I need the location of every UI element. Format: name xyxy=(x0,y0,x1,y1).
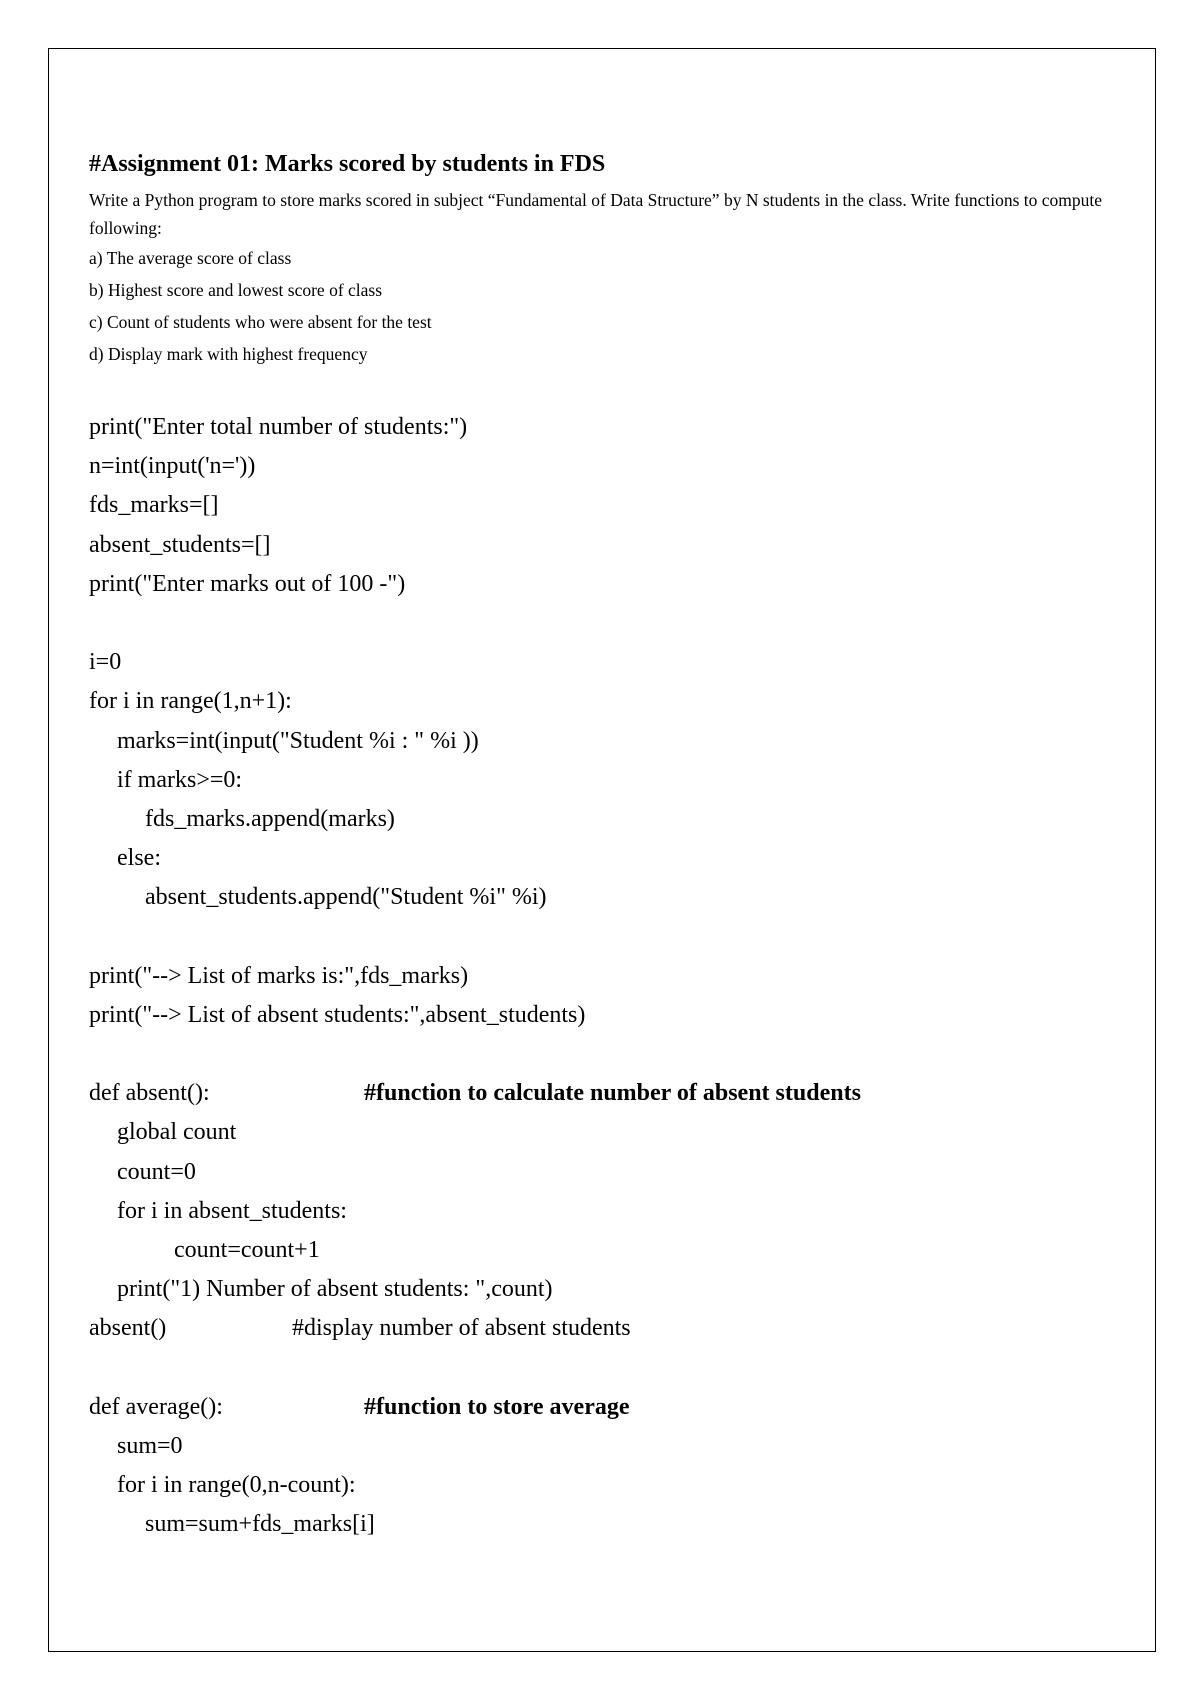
code-text: print("--> List of absent students:",absent_students) xyxy=(89,1001,586,1028)
code-text: fds_marks=[] xyxy=(89,492,219,519)
code-line xyxy=(89,722,1129,761)
code-text: count=0 xyxy=(117,1158,196,1185)
code-text: print("--> List of marks is:",fds_marks) xyxy=(89,962,469,989)
code-line xyxy=(89,565,1129,604)
requirement-item-d: d) Display mark with highest frequency xyxy=(89,344,368,364)
code-comment: #function to store average xyxy=(364,1393,630,1420)
requirement-item-c: c) Count of students who were absent for the test xyxy=(89,312,432,332)
document-content xyxy=(89,148,1129,1544)
blank-line xyxy=(89,1349,1129,1388)
code-comment: #function to calculate number of absent students xyxy=(364,1080,861,1107)
code-line xyxy=(89,1427,1129,1466)
code-text: def absent(): xyxy=(89,1080,210,1107)
code-text: absent_students.append("Student %i" %i) xyxy=(145,884,547,911)
code-line xyxy=(89,1505,1129,1544)
code-line xyxy=(89,486,1129,525)
code-line xyxy=(89,957,1129,996)
blank-line xyxy=(89,604,1129,643)
code-line xyxy=(89,1388,1129,1427)
code-line xyxy=(89,408,1129,447)
code-text: absent_students=[] xyxy=(89,531,271,558)
code-line xyxy=(89,1074,1129,1113)
code-text: fds_marks.append(marks) xyxy=(145,805,395,832)
code-line xyxy=(89,1113,1129,1152)
code-text: print("Enter total number of students:") xyxy=(89,414,468,440)
code-text: print("Enter marks out of 100 -") xyxy=(89,570,406,597)
code-line xyxy=(89,682,1129,721)
code-line xyxy=(89,1466,1129,1505)
code-line xyxy=(89,800,1129,839)
code-text: i=0 xyxy=(89,649,122,676)
code-line xyxy=(89,761,1129,800)
requirement-item-b: b) Highest score and lowest score of class xyxy=(89,280,383,300)
requirement-item-a: a) The average score of class xyxy=(89,248,292,268)
code-text: def average(): xyxy=(89,1393,223,1420)
code-text: global count xyxy=(117,1119,237,1146)
code-text: for i in absent_students: xyxy=(117,1197,347,1224)
code-line xyxy=(89,643,1129,682)
code-line xyxy=(89,839,1129,878)
code-text: n=int(input('n=')) xyxy=(89,453,256,480)
code-text: sum=0 xyxy=(117,1432,183,1459)
code-comment: #display number of absent students xyxy=(292,1315,631,1342)
code-line xyxy=(89,1192,1129,1231)
code-line xyxy=(89,1153,1129,1192)
blank-line xyxy=(89,917,1129,956)
code-block xyxy=(89,408,1129,1544)
blank-line xyxy=(89,1035,1129,1074)
code-text: for i in range(1,n+1): xyxy=(89,688,292,715)
code-line xyxy=(89,1309,1129,1348)
code-text: if marks>=0: xyxy=(117,766,243,793)
code-line xyxy=(89,1231,1129,1270)
code-text: sum=sum+fds_marks[i] xyxy=(145,1511,375,1538)
code-text: count=count+1 xyxy=(174,1236,320,1263)
assignment-title: #Assignment 01: Marks scored by students in FDS xyxy=(89,151,606,177)
code-line xyxy=(89,447,1129,486)
code-text: else: xyxy=(117,845,161,872)
code-text: marks=int(input("Student %i : " %i )) xyxy=(117,727,479,754)
code-text: for i in range(0,n-count): xyxy=(117,1472,356,1499)
code-line xyxy=(89,878,1129,917)
code-text: print("1) Number of absent students: ",count) xyxy=(117,1276,553,1303)
assignment-description: Write a Python program to store marks scored in subject “Fundamental of Data Structure” by N students in the class. Write functions to compute following: xyxy=(89,190,1103,238)
code-line xyxy=(89,996,1129,1035)
code-line xyxy=(89,1270,1129,1309)
code-line xyxy=(89,526,1129,565)
code-text: absent() xyxy=(89,1315,167,1342)
